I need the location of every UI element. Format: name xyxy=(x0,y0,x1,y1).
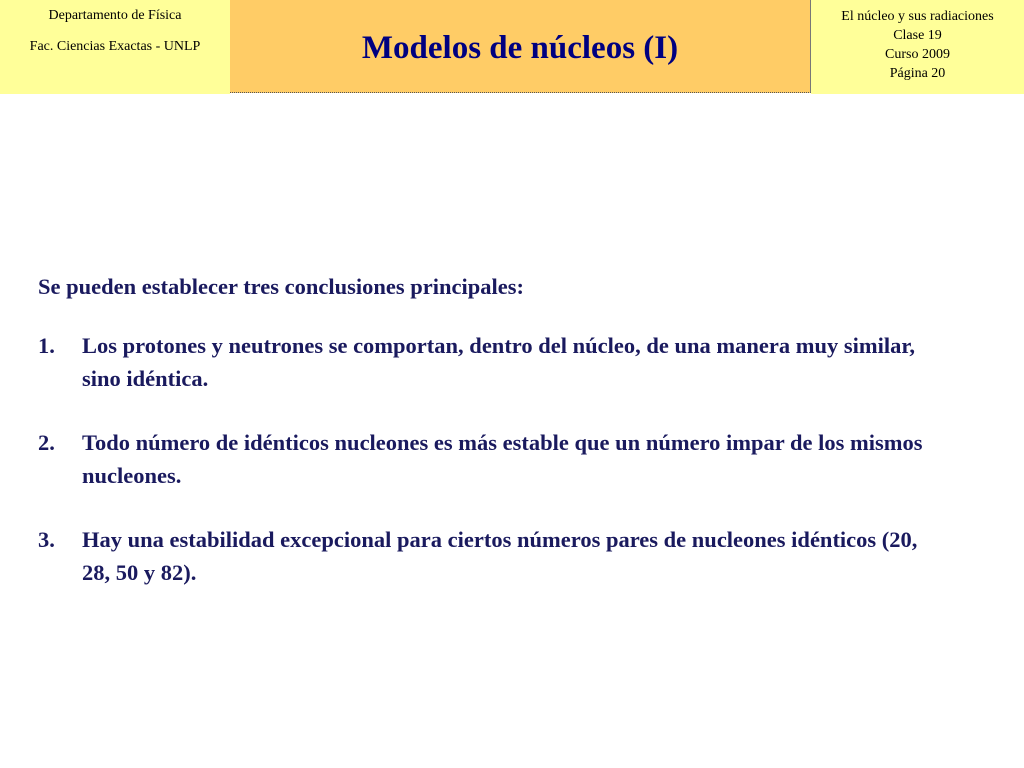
header-right-box xyxy=(811,0,1024,94)
class-label: Clase 19 xyxy=(893,28,942,43)
list-item-number: 2. xyxy=(38,430,55,455)
page-number-label: Página 20 xyxy=(889,66,946,81)
list-item xyxy=(38,329,938,395)
list-item-number: 1. xyxy=(38,333,55,358)
list-item-number: 3. xyxy=(38,527,55,552)
header-left-box xyxy=(0,0,230,94)
list-item xyxy=(38,523,938,589)
list-item-text: Todo número de idénticos nucleones es más estable que un número impar de los mismos nucleones. xyxy=(82,430,923,488)
course-year-label: Curso 2009 xyxy=(885,47,950,62)
course-topic-label: El núcleo y sus radiaciones xyxy=(841,9,994,24)
list-item-text: Hay una estabilidad excepcional para ciertos números pares de nucleones idénticos (20, 28, 50 y 82). xyxy=(82,527,918,585)
title-box xyxy=(230,0,811,93)
list-item xyxy=(38,426,938,492)
slide-title: Modelos de núcleos (I) xyxy=(361,29,679,66)
department-label: Departamento de Física xyxy=(48,8,182,23)
list-item-text: Los protones y neutrones se comportan, dentro del núcleo, de una manera muy similar, sino idéntica. xyxy=(82,333,915,391)
slide-body xyxy=(38,270,938,620)
intro-text: Se pueden establecer tres conclusiones principales: xyxy=(38,274,525,299)
faculty-label: Fac. Ciencias Exactas - UNLP xyxy=(29,39,201,54)
